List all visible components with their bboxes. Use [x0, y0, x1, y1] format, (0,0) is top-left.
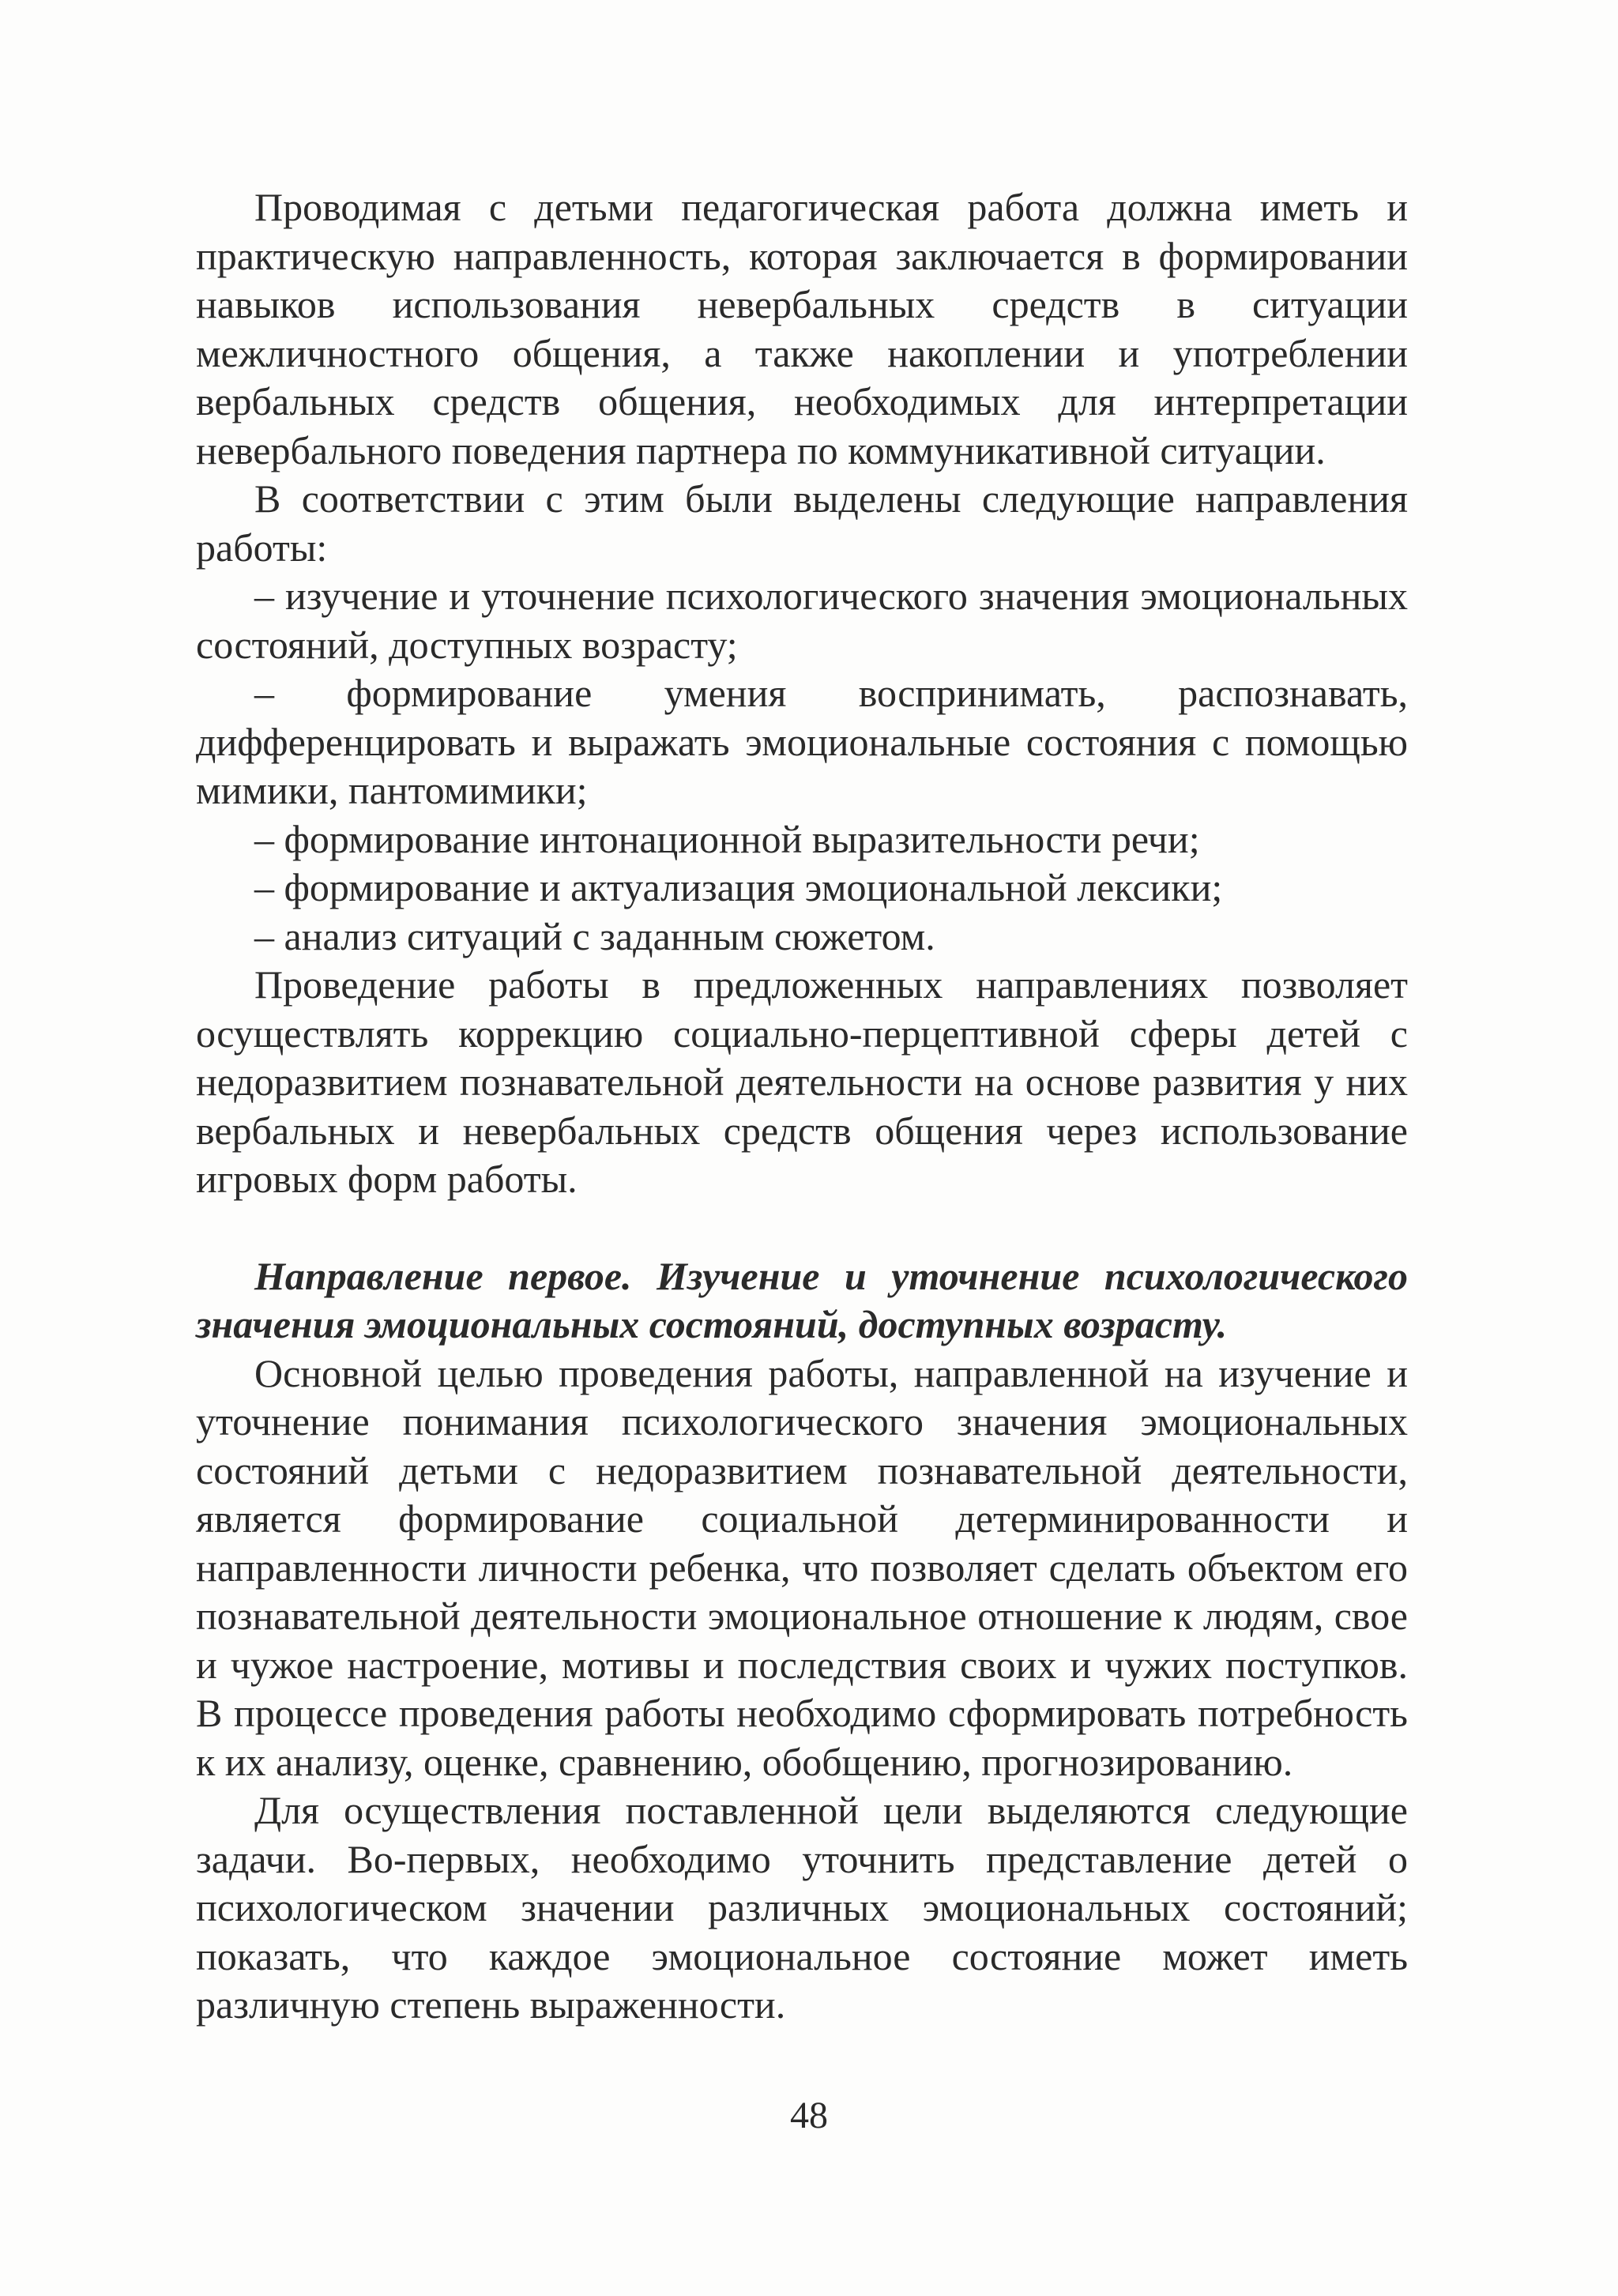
list-item: – анализ ситуаций с заданным сюжетом.	[254, 913, 935, 958]
body-text	[196, 183, 1408, 2030]
page-number: 48	[790, 2095, 828, 2136]
list-item: – формирование и актуализация эмоциональной лексики;	[254, 865, 1223, 909]
paragraph-section-goal: Основной целью проведения работы, направленной на изучение и уточнение понимания психологического значения эмоциональных состояний детьми с недоразвитием познавательной деятельности, является формирование социальной детерминированности и направленности личности ребенка, что позволяет сделать объектом его познавательной деятельности эмоциональное отношение к людям, свое и чужое настроение, мотивы и последствия своих и чужих поступков. В процессе проведения работы необходимо сформировать потребность к их анализу, оценке, сравнению, обобщению, прогнозированию.	[196, 1350, 1408, 1784]
paragraph-intro: Проводимая с детьми педагогическая работа должна иметь и практическую направленность, которая заключается в формировании навыков использования невербальных средств в ситуации межличностного общения, а также накоплении и употреблении вербальных средств общения, необходимых для интерпретации невербального поведения партнера по коммуникативной ситуации.	[196, 185, 1408, 472]
list-item: – формирование умения воспринимать, распознавать, дифференцировать и выражать эмоциональные состояния с помощью мимики, пантомимики;	[196, 671, 1408, 812]
list-item: – изучение и уточнение психологического значения эмоциональных состояний, доступных возрасту;	[196, 574, 1408, 667]
paragraph-closing: Проведение работы в предложенных направлениях позволяет осуществлять коррекцию социально-перцептивной сферы детей с недоразвитием познавательной деятельности на основе развития у них вербальных и невербальных средств общения через использование игровых форм работы.	[196, 962, 1408, 1201]
section-heading: Направление первое. Изучение и уточнение психологического значения эмоциональных состояний, доступных возрасту.	[196, 1253, 1408, 1346]
paragraph-directions-lead: В соответствии с этим были выделены следующие направления работы:	[196, 476, 1408, 570]
list-item: – формирование интонационной выразительности речи;	[254, 816, 1200, 861]
paragraph-section-tasks: Для осуществления поставленной цели выделяются следующие задачи. Во-первых, необходимо уточнить представление детей о психологическом значении различных эмоциональных состояний; показать, что каждое эмоциональное состояние может иметь различную степень выраженности.	[196, 1788, 1408, 2027]
